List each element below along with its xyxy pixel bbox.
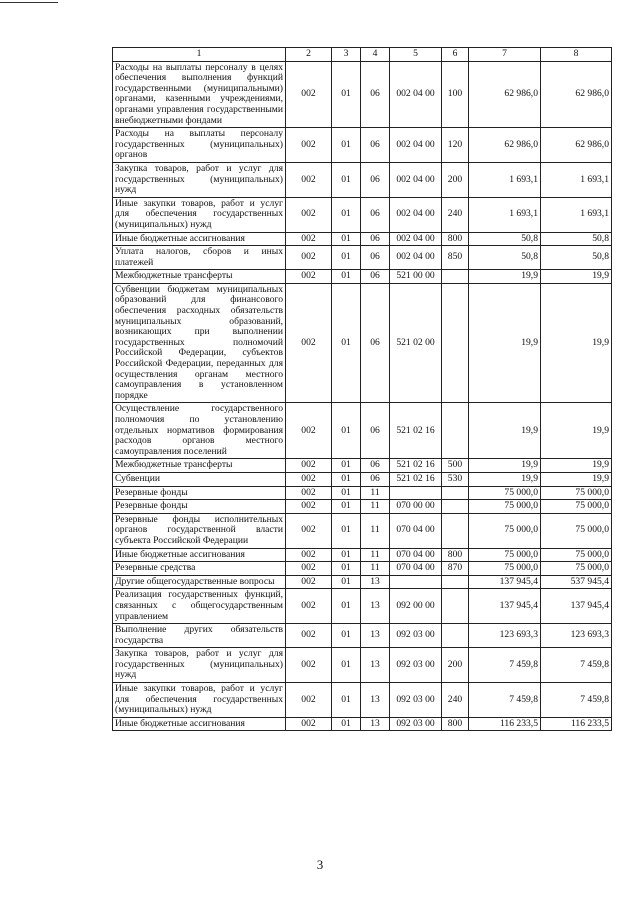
header-cell: 8 (541, 48, 612, 62)
ved-code-cell: 002 (286, 513, 332, 548)
expense-type-cell: 530 (442, 472, 469, 486)
section-code-cell: 01 (332, 717, 361, 731)
target-article-cell: 070 04 00 (390, 548, 442, 562)
amount-cell: 1 693,1 (541, 197, 612, 232)
amount-cell: 116 233,5 (469, 717, 541, 731)
expense-type-cell (442, 270, 469, 284)
section-code-cell: 01 (332, 648, 361, 683)
table-row (113, 575, 612, 589)
amount-cell: 75 000,0 (541, 486, 612, 500)
target-article-cell: 002 04 00 (390, 232, 442, 246)
expense-type-cell (442, 403, 469, 459)
section-code-cell: 01 (332, 246, 361, 270)
expense-type-cell: 850 (442, 246, 469, 270)
amount-cell: 75 000,0 (541, 513, 612, 548)
ved-code-cell: 002 (286, 403, 332, 459)
header-cell: 3 (332, 48, 361, 62)
subsection-code-cell: 11 (361, 562, 390, 576)
row-name-cell: Закупка товаров, работ и услуг для государственных (муниципальных) нужд (113, 162, 286, 197)
budget-table (112, 47, 612, 731)
row-name-cell: Иные закупки товаров, работ и услуг для обеспечения государственных (муниципальных) нужд (113, 197, 286, 232)
amount-cell: 75 000,0 (541, 548, 612, 562)
row-name-cell: Иные бюджетные ассигнования (113, 232, 286, 246)
subsection-code-cell: 11 (361, 500, 390, 514)
section-code-cell: 01 (332, 232, 361, 246)
ved-code-cell: 002 (286, 128, 332, 163)
section-code-cell: 01 (332, 459, 361, 473)
table-row (113, 624, 612, 648)
ved-code-cell: 002 (286, 683, 332, 718)
target-article-cell: 070 00 00 (390, 500, 442, 514)
subsection-code-cell: 06 (361, 61, 390, 128)
subsection-code-cell: 06 (361, 232, 390, 246)
row-name-cell: Резервные фонды исполнительных органов государственной власти субъекта Российской Федерации (113, 513, 286, 548)
amount-cell: 19,9 (541, 283, 612, 403)
header-cell: 6 (442, 48, 469, 62)
subsection-code-cell: 06 (361, 246, 390, 270)
subsection-code-cell: 06 (361, 283, 390, 403)
amount-cell: 7 459,8 (469, 648, 541, 683)
target-article-cell: 521 02 16 (390, 403, 442, 459)
target-article-cell: 092 03 00 (390, 648, 442, 683)
row-name-cell: Уплата налогов, сборов и иных платежей (113, 246, 286, 270)
table-row (113, 403, 612, 459)
target-article-cell: 521 02 16 (390, 459, 442, 473)
target-article-cell: 002 04 00 (390, 61, 442, 128)
section-code-cell: 01 (332, 61, 361, 128)
table-header-row (113, 48, 612, 62)
amount-cell: 19,9 (469, 403, 541, 459)
ved-code-cell: 002 (286, 624, 332, 648)
subsection-code-cell: 13 (361, 683, 390, 718)
subsection-code-cell: 13 (361, 624, 390, 648)
row-name-cell: Резервные средства (113, 562, 286, 576)
ved-code-cell: 002 (286, 548, 332, 562)
amount-cell: 1 693,1 (469, 197, 541, 232)
ved-code-cell: 002 (286, 270, 332, 284)
amount-cell: 1 693,1 (469, 162, 541, 197)
amount-cell: 75 000,0 (541, 500, 612, 514)
amount-cell: 19,9 (469, 459, 541, 473)
subsection-code-cell: 06 (361, 270, 390, 284)
target-article-cell: 092 03 00 (390, 717, 442, 731)
amount-cell: 116 233,5 (541, 717, 612, 731)
subsection-code-cell: 11 (361, 486, 390, 500)
expense-type-cell (442, 575, 469, 589)
subsection-code-cell: 06 (361, 128, 390, 163)
row-name-cell: Иные бюджетные ассигнования (113, 717, 286, 731)
amount-cell: 75 000,0 (469, 562, 541, 576)
amount-cell: 75 000,0 (541, 562, 612, 576)
amount-cell: 137 945,4 (469, 589, 541, 624)
table-row (113, 61, 612, 128)
ved-code-cell: 002 (286, 562, 332, 576)
row-name-cell: Резервные фонды (113, 500, 286, 514)
header-cell: 2 (286, 48, 332, 62)
section-code-cell: 01 (332, 197, 361, 232)
table-row (113, 472, 612, 486)
expense-type-cell: 240 (442, 197, 469, 232)
table-row (113, 589, 612, 624)
target-article-cell: 521 02 16 (390, 472, 442, 486)
subsection-code-cell: 13 (361, 648, 390, 683)
section-code-cell: 01 (332, 513, 361, 548)
expense-type-cell: 800 (442, 717, 469, 731)
amount-cell: 537 945,4 (541, 575, 612, 589)
ved-code-cell: 002 (286, 459, 332, 473)
target-article-cell: 092 03 00 (390, 683, 442, 718)
amount-cell: 75 000,0 (469, 486, 541, 500)
subsection-code-cell: 06 (361, 197, 390, 232)
amount-cell: 75 000,0 (469, 548, 541, 562)
expense-type-cell (442, 624, 469, 648)
row-name-cell: Субвенции (113, 472, 286, 486)
ved-code-cell: 002 (286, 472, 332, 486)
target-article-cell: 070 04 00 (390, 513, 442, 548)
target-article-cell: 002 04 00 (390, 246, 442, 270)
ved-code-cell: 002 (286, 717, 332, 731)
ved-code-cell: 002 (286, 283, 332, 403)
table-row (113, 562, 612, 576)
section-code-cell: 01 (332, 270, 361, 284)
table-row (113, 232, 612, 246)
page-number: 3 (316, 857, 324, 872)
subsection-code-cell: 11 (361, 548, 390, 562)
row-name-cell: Другие общегосударственные вопросы (113, 575, 286, 589)
ved-code-cell: 002 (286, 61, 332, 128)
top-rule (0, 2, 58, 3)
row-name-cell: Расходы на выплаты персоналу в целях обеспечения выполнения функций государственными (муниципальными) органами, казенными учреждениями, органами управления государственными внебюджетными фондами (113, 61, 286, 128)
header-cell: 4 (361, 48, 390, 62)
row-name-cell: Резервные фонды (113, 486, 286, 500)
section-code-cell: 01 (332, 589, 361, 624)
amount-cell: 62 986,0 (541, 61, 612, 128)
amount-cell: 62 986,0 (469, 128, 541, 163)
subsection-code-cell: 06 (361, 162, 390, 197)
section-code-cell: 01 (332, 162, 361, 197)
subsection-code-cell: 06 (361, 472, 390, 486)
amount-cell: 123 693,3 (541, 624, 612, 648)
table-row (113, 513, 612, 548)
section-code-cell: 01 (332, 500, 361, 514)
table-row (113, 500, 612, 514)
table-row (113, 486, 612, 500)
table-row (113, 270, 612, 284)
amount-cell: 19,9 (541, 403, 612, 459)
section-code-cell: 01 (332, 548, 361, 562)
section-code-cell: 01 (332, 562, 361, 576)
section-code-cell: 01 (332, 472, 361, 486)
row-name-cell: Реализация государственных функций, связанных с общегосударственным управлением (113, 589, 286, 624)
table-row (113, 128, 612, 163)
ved-code-cell: 002 (286, 575, 332, 589)
row-name-cell: Выполнение других обязательств государства (113, 624, 286, 648)
expense-type-cell (442, 486, 469, 500)
row-name-cell: Осуществление государственного полномочия по установлению отдельных нормативов формирования расходов органов местного самоуправления поселений (113, 403, 286, 459)
ved-code-cell: 002 (286, 232, 332, 246)
expense-type-cell: 500 (442, 459, 469, 473)
target-article-cell: 070 04 00 (390, 562, 442, 576)
amount-cell: 75 000,0 (469, 513, 541, 548)
target-article-cell: 092 03 00 (390, 624, 442, 648)
expense-type-cell: 200 (442, 162, 469, 197)
target-article-cell: 002 04 00 (390, 162, 442, 197)
amount-cell: 50,8 (469, 232, 541, 246)
amount-cell: 137 945,4 (541, 589, 612, 624)
expense-type-cell (442, 589, 469, 624)
section-code-cell: 01 (332, 683, 361, 718)
subsection-code-cell: 13 (361, 589, 390, 624)
section-code-cell: 01 (332, 486, 361, 500)
section-code-cell: 01 (332, 283, 361, 403)
section-code-cell: 01 (332, 128, 361, 163)
amount-cell: 50,8 (541, 246, 612, 270)
row-name-cell: Расходы на выплаты персоналу государственных (муниципальных) органов (113, 128, 286, 163)
amount-cell: 137 945,4 (469, 575, 541, 589)
target-article-cell: 092 00 00 (390, 589, 442, 624)
expense-type-cell: 200 (442, 648, 469, 683)
expense-type-cell: 120 (442, 128, 469, 163)
header-cell: 5 (390, 48, 442, 62)
table-row (113, 648, 612, 683)
amount-cell: 19,9 (541, 472, 612, 486)
amount-cell: 7 459,8 (469, 683, 541, 718)
table-row (113, 548, 612, 562)
subsection-code-cell: 13 (361, 717, 390, 731)
row-name-cell: Иные закупки товаров, работ и услуг для обеспечения государственных (муниципальных) нужд (113, 683, 286, 718)
amount-cell: 75 000,0 (469, 500, 541, 514)
amount-cell: 123 693,3 (469, 624, 541, 648)
ved-code-cell: 002 (286, 162, 332, 197)
amount-cell: 62 986,0 (469, 61, 541, 128)
amount-cell: 50,8 (541, 232, 612, 246)
ved-code-cell: 002 (286, 197, 332, 232)
amount-cell: 19,9 (469, 270, 541, 284)
row-name-cell: Межбюджетные трансферты (113, 459, 286, 473)
table-row (113, 283, 612, 403)
row-name-cell: Иные бюджетные ассигнования (113, 548, 286, 562)
target-article-cell: 002 04 00 (390, 128, 442, 163)
row-name-cell: Закупка товаров, работ и услуг для государственных (муниципальных) нужд (113, 648, 286, 683)
expense-type-cell: 100 (442, 61, 469, 128)
expense-type-cell (442, 283, 469, 403)
ved-code-cell: 002 (286, 486, 332, 500)
table-row (113, 459, 612, 473)
table-row (113, 246, 612, 270)
section-code-cell: 01 (332, 624, 361, 648)
amount-cell: 19,9 (541, 270, 612, 284)
table-row (113, 717, 612, 731)
amount-cell: 7 459,8 (541, 648, 612, 683)
amount-cell: 19,9 (541, 459, 612, 473)
section-code-cell: 01 (332, 403, 361, 459)
row-name-cell: Межбюджетные трансферты (113, 270, 286, 284)
expense-type-cell (442, 500, 469, 514)
target-article-cell (390, 486, 442, 500)
header-cell: 1 (113, 48, 286, 62)
subsection-code-cell: 13 (361, 575, 390, 589)
target-article-cell (390, 575, 442, 589)
subsection-code-cell: 06 (361, 403, 390, 459)
target-article-cell: 521 02 00 (390, 283, 442, 403)
target-article-cell: 002 04 00 (390, 197, 442, 232)
header-cell: 7 (469, 48, 541, 62)
subsection-code-cell: 06 (361, 459, 390, 473)
table-row (113, 162, 612, 197)
amount-cell: 50,8 (469, 246, 541, 270)
subsection-code-cell: 11 (361, 513, 390, 548)
table-body (113, 61, 612, 731)
expense-type-cell: 870 (442, 562, 469, 576)
amount-cell: 7 459,8 (541, 683, 612, 718)
section-code-cell: 01 (332, 575, 361, 589)
amount-cell: 19,9 (469, 472, 541, 486)
expense-type-cell (442, 513, 469, 548)
amount-cell: 19,9 (469, 283, 541, 403)
expense-type-cell: 800 (442, 232, 469, 246)
expense-type-cell: 800 (442, 548, 469, 562)
ved-code-cell: 002 (286, 500, 332, 514)
row-name-cell: Субвенции бюджетам муниципальных образований для финансового обеспечения расходных обязательств муниципальных образований, возникающих при выполнении государственных полномочий Российской Федерации, субъектов Российской Федерации, переданных для осуществления органам местного самоуправления в установленном порядке (113, 283, 286, 403)
ved-code-cell: 002 (286, 648, 332, 683)
expense-type-cell: 240 (442, 683, 469, 718)
amount-cell: 62 986,0 (541, 128, 612, 163)
ved-code-cell: 002 (286, 246, 332, 270)
ved-code-cell: 002 (286, 589, 332, 624)
target-article-cell: 521 00 00 (390, 270, 442, 284)
table-row (113, 683, 612, 718)
table-row (113, 197, 612, 232)
amount-cell: 1 693,1 (541, 162, 612, 197)
